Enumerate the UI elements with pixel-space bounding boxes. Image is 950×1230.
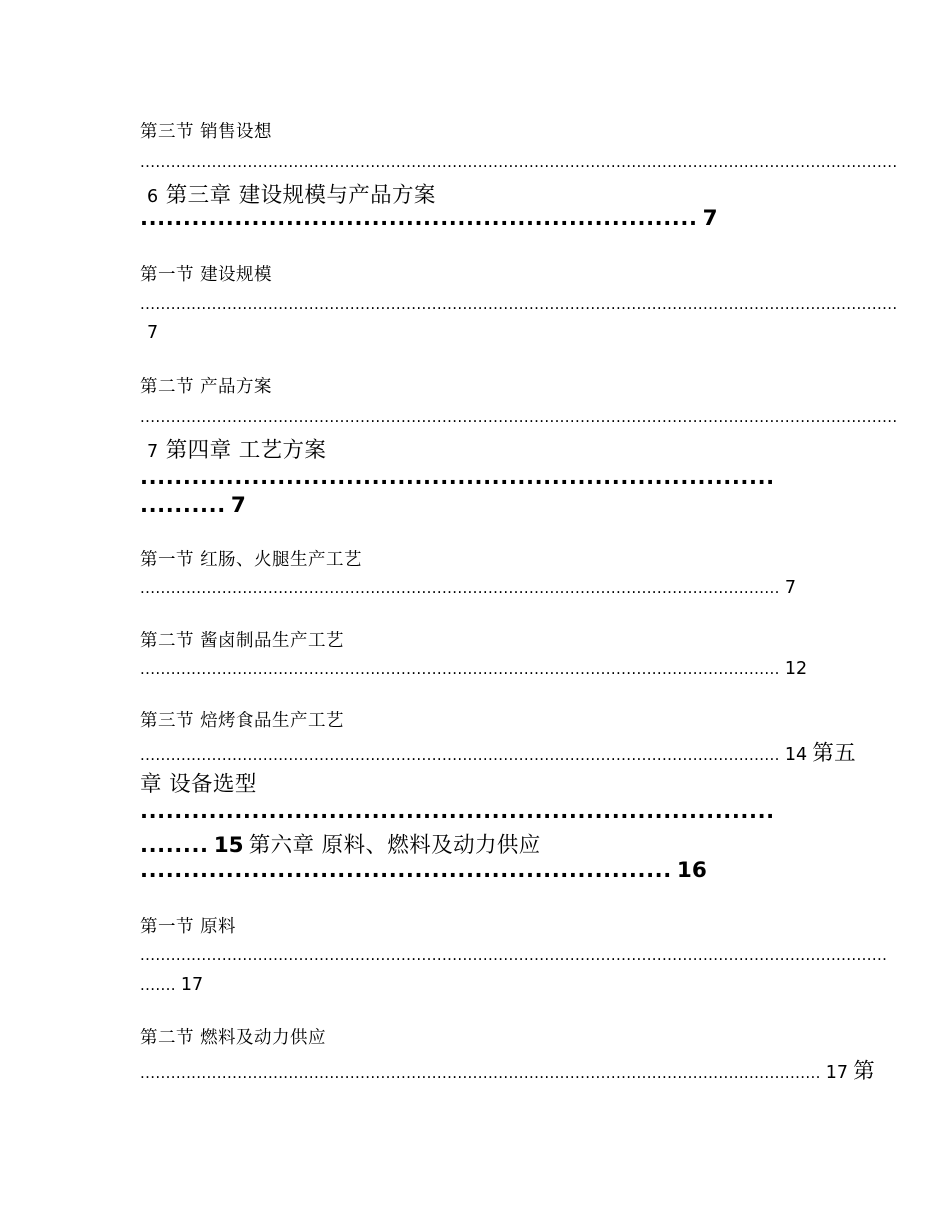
toc-section-fuel [140, 1024, 812, 1049]
toc-leader-line [140, 736, 857, 767]
toc-chapter-3-leader-line [140, 206, 812, 231]
toc-leader: ....... [140, 976, 176, 994]
toc-leader: .......................................................................... [140, 799, 775, 823]
toc-leader: .................................................................................................................................................... [140, 408, 898, 426]
toc-leader: .................................................................................................................................................... [140, 153, 898, 171]
toc-title: 第二节 酱卤制品生产工艺 [140, 631, 345, 651]
toc-title: 第四章 工艺方案 [165, 438, 327, 463]
toc-leader: .......................................................................... [140, 465, 775, 489]
toc-section-braised [140, 627, 812, 652]
toc-title: 第三节 焙烤食品生产工艺 [140, 711, 345, 731]
toc-page-number: 17 [825, 1063, 849, 1083]
toc-leader-line [140, 578, 812, 598]
toc-page-number: 16 [676, 858, 707, 883]
toc-title: 第二节 燃料及动力供应 [140, 1028, 327, 1048]
toc-title: 章 设备选型 [140, 772, 257, 797]
toc-title: 第一节 建设规模 [140, 265, 273, 285]
toc-section-scale [140, 261, 812, 286]
toc-chapter-5 [140, 767, 812, 798]
toc-page-number: 7 [147, 323, 159, 343]
toc-page-number: 15 [213, 833, 244, 858]
toc-title: 第三章 建设规模与产品方案 [165, 183, 436, 208]
toc-page-number: 14 [784, 745, 808, 765]
toc-page-number: 7 [147, 442, 159, 462]
toc-page-number: 6 [147, 187, 159, 207]
toc-leader: ..................................................................................................................................... [140, 1064, 821, 1082]
toc-leader-line [140, 659, 812, 679]
toc-chapter-6 [140, 828, 812, 859]
toc-leader: .......... [140, 493, 226, 517]
toc-page-number: 7 [230, 493, 246, 518]
toc-title: 第二节 产品方案 [140, 377, 273, 397]
toc-leader-line [140, 799, 812, 823]
toc-section-sausage [140, 546, 812, 571]
toc-section-baked [140, 707, 812, 732]
toc-page-number: 7 [702, 206, 718, 231]
toc-page-number: 7 [784, 578, 796, 598]
toc-title: 第三节 销售设想 [140, 122, 273, 142]
toc-leader: .................................................................................................................................................. [140, 946, 888, 964]
toc-leader: .................................................................................................................................................... [140, 295, 898, 313]
toc-title: 第六章 原料、燃料及动力供应 [248, 833, 541, 858]
toc-leader: .............................................................. [140, 858, 672, 882]
toc-title: 第一节 原料 [140, 917, 237, 937]
toc-title: 第五 [812, 741, 857, 766]
toc-page-number: 12 [784, 659, 808, 679]
toc-page-number: 17 [180, 975, 204, 995]
toc-title: 第 [853, 1059, 876, 1084]
toc-chapter-4 [140, 433, 819, 464]
toc-leader-line [140, 858, 812, 883]
toc-leader-line [140, 493, 812, 518]
toc-leader-line [140, 465, 812, 489]
toc-chapter-3 [140, 178, 819, 209]
toc-section-sales [140, 118, 812, 143]
toc-leader: ................................................................. [140, 206, 698, 230]
toc-section-product [140, 373, 812, 398]
toc-leader: ............................................................................................................................. [140, 746, 780, 764]
toc-title: 第一节 红肠、火腿生产工艺 [140, 550, 363, 570]
toc-section-raw-material [140, 913, 812, 938]
toc-leader: ........ [140, 833, 209, 857]
toc-leader: ............................................................................................................................. [140, 660, 780, 678]
toc-leader: ............................................................................................................................. [140, 579, 780, 597]
toc-leader-line [140, 1054, 876, 1085]
toc-leader-line [140, 975, 812, 995]
